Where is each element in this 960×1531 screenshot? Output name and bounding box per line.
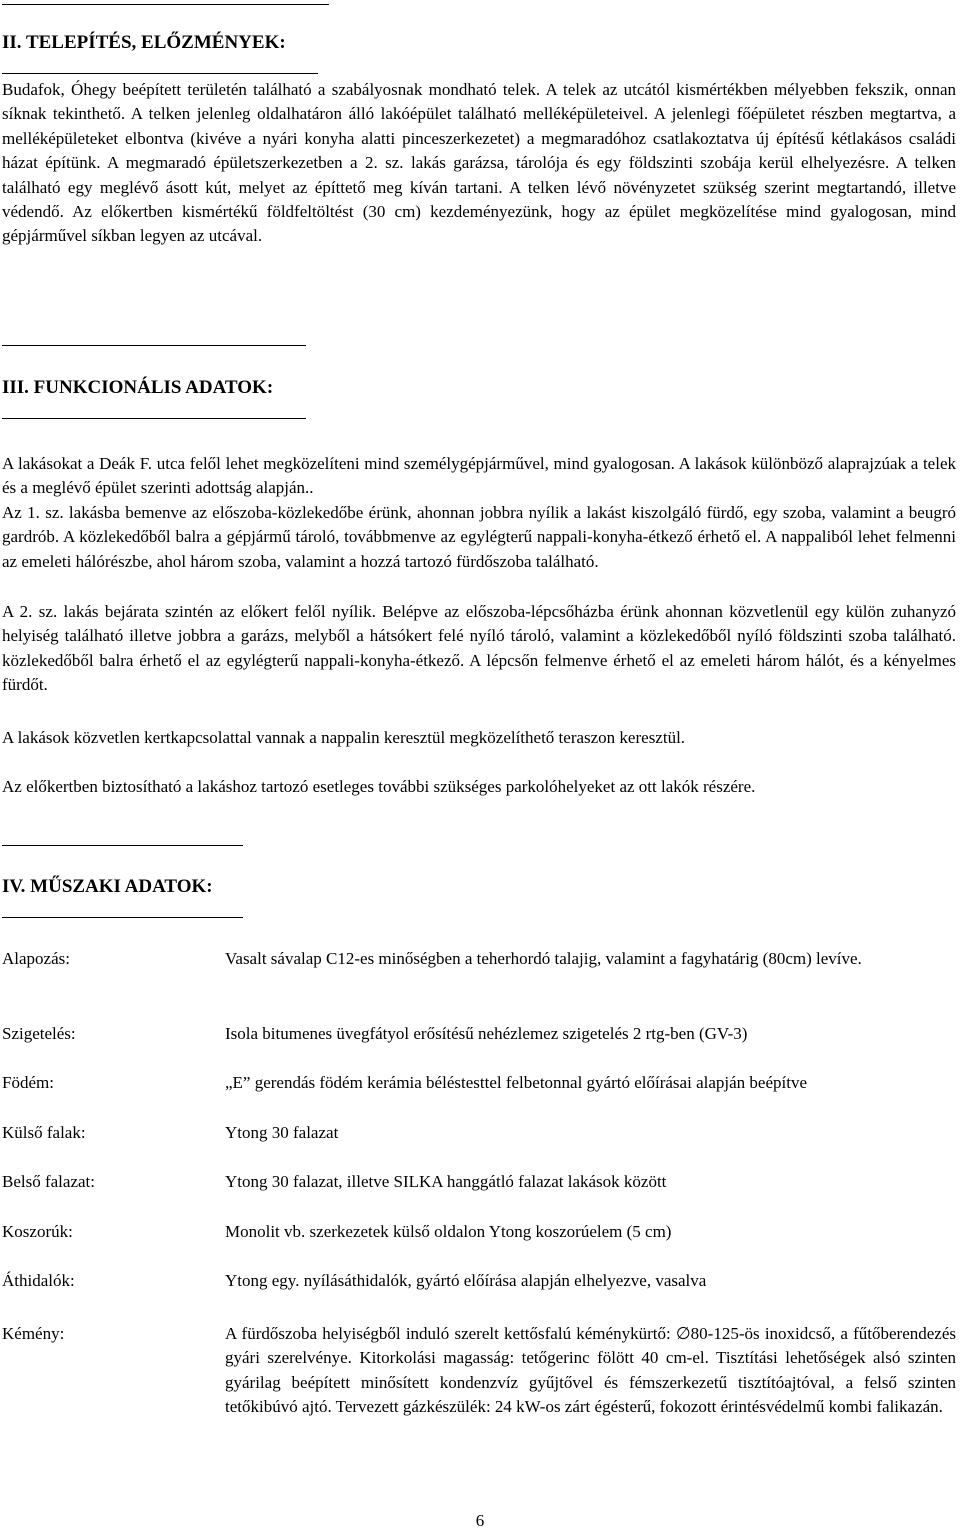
section-2-underline [2, 73, 318, 74]
tech-label: Belső falazat: [2, 1172, 95, 1191]
section-2-title: II. TELEPÍTÉS, ELŐZMÉNYEK: [2, 32, 286, 53]
section-3-paragraph-5: Az előkertben biztosítható a lakáshoz tartozó esetleges további szükséges parkolóhelyeket az ott lakók részére. [2, 777, 756, 796]
section-3-paragraph-1: A lakásokat a Deák F. utca felől lehet megközelíteni mind személygépjárművel, mind gyalogosan. A lakások különböző alaprajzúak a telek és a meglévő épület szerinti adottság alapján.. [2, 454, 956, 498]
tech-value: Vasalt sávalap C12-es minőségben a teherhordó talajig, valamint a fagyhatárig (80cm) levíve. [225, 949, 862, 968]
tech-value: Ytong 30 falazat [225, 1123, 339, 1142]
section-3-top-rule [2, 345, 306, 346]
tech-label: Külső falak: [2, 1123, 86, 1142]
section-4-underline [2, 917, 243, 918]
section-3-paragraph-2: Az 1. sz. lakásba bemenve az előszoba-közlekedőbe érünk, ahonnan jobbra nyílik a lakást kiszolgáló fürdő, egy szoba, valamint a beugró gardrób. A közlekedőből balra a gépjármű tároló, továbbmenve az egylégterű nappali-konyha-étkező érhető el. A nappaliból lehet felmenni az emeleti hálórészbe, ahol három szoba, valamint a hozzá tartozó fürdőszoba található. [2, 503, 956, 571]
section-3-paragraph-3: A 2. sz. lakás bejárata szintén az előkert felől nyílik. Belépve az előszoba-lépcsőházba érünk ahonnan közvetlenül egy külön zuhanyzó helyiség található illetve jobbra a garázs, melyből a hátsókert felé nyíló tároló, valamint a közlekedőből nyíló földszinti szoba található. közlekedőből balra érhető el az egylégterű nappali-konyha-étkező. A lépcsőn felmenve érhető el az emeleti három hálót, és a kényelmes fürdőt. [2, 602, 956, 695]
tech-value: Monolit vb. szerkezetek külső oldalon Ytong koszorúelem (5 cm) [225, 1222, 672, 1241]
tech-label: Kémény: [2, 1324, 65, 1343]
section-3-paragraph-4: A lakások közvetlen kertkapcsolattal vannak a nappalin keresztül megközelíthető teraszon keresztül. [2, 728, 686, 747]
section-4-title: IV. MŰSZAKI ADATOK: [2, 876, 213, 897]
tech-label: Koszorúk: [2, 1222, 73, 1241]
tech-value: A fürdőszoba helyiségből induló szerelt kettősfalú kéménykürtő: ∅80-125-ös inoxidcső, a fűtőberendezés gyári szerelvénye. Kitorkolási magasság: tetőgerinc fölött 40 cm-el. Tisztítási lehetőségek alsó szinten gyárilag beépített minősített kondenzvíz gyűjtővel és fémszerkezetű tisztítóajtóval, a felső szinten tetőkibúvó ajtó. Tervezett gázkészülék: 24 kW-os zárt égésterű, fokozott érintésvédelmű kombi falikazán. [225, 1324, 956, 1417]
tech-value: Ytong 30 falazat, illetve SILKA hanggátló falazat lakások között [225, 1172, 667, 1191]
tech-value: Isola bitumenes üvegfátyol erősítésű nehézlemez szigetelés 2 rtg-ben (GV-3) [225, 1024, 748, 1043]
section-4-top-rule [2, 845, 243, 846]
top-rule [2, 4, 329, 5]
tech-label: Szigetelés: [2, 1024, 76, 1043]
section-3-title: III. FUNKCIONÁLIS ADATOK: [2, 377, 274, 398]
section-2-paragraph: Budafok, Óhegy beépített területén található a szabályosnak mondható telek. A telek az utcától kismértékben mélyebben fekszik, onnan síknak tekinthető. A telken jelenleg oldalhatáron álló lakóépület található melléképületeivel. A jelenlegi főépületet részben megtartva, a melléképületeket elbontva (kivéve a nyári konyha alatti pinceszerkezetet) a megmaradóhoz csatlakoztatva új építésű kétlakásos családi házat építünk. A megmaradó épületszerkezetben a 2. sz. lakás garázsa, tárolója és egy földszinti szobája kerül elhelyezésre. A telken található egy meglévő ásott kút, melyet az építtető meg kíván tartani. A telken lévő növényzetet szükség szerint megtartandó, illetve védendő. Az előkertben kismértékű földfeltöltést (30 cm) kezdeményezünk, hogy az épület megközelítése mind gyalogosan, mind gépjárművel síkban legyen az utcával. [2, 80, 956, 246]
tech-value: Ytong egy. nyílásáthidalók, gyártó előírása alapján elhelyezve, vasalva [225, 1271, 707, 1290]
tech-label: Áthidalók: [2, 1271, 75, 1290]
tech-label: Födém: [2, 1073, 54, 1092]
tech-value: „E” gerendás födém kerámia béléstesttel felbetonnal gyártó előírásai alapján beépítve [225, 1073, 807, 1092]
tech-label: Alapozás: [2, 949, 70, 968]
section-3-underline [2, 418, 306, 419]
page-number: 6 [475, 1511, 485, 1530]
